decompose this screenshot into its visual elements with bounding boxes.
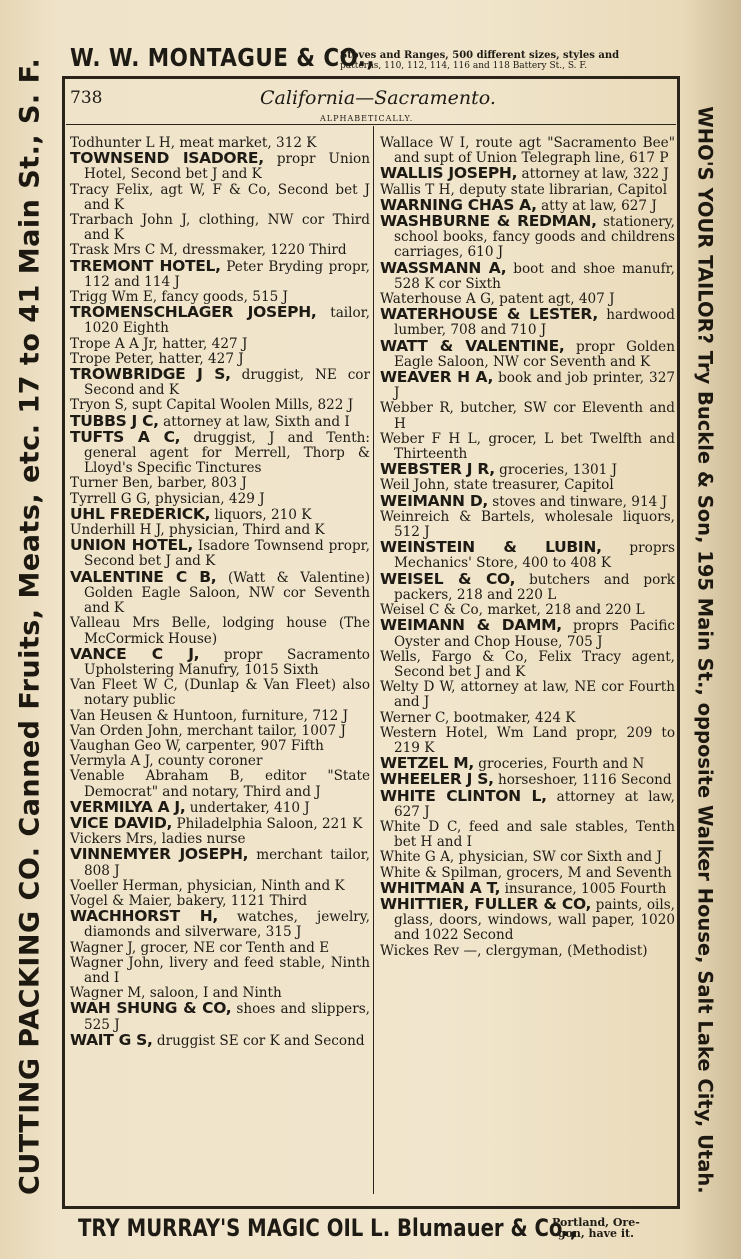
directory-entry bbox=[380, 432, 675, 462]
entry-name: Tyrrell G G, bbox=[70, 490, 151, 507]
entry-details: lodging house (The McCormick House) bbox=[84, 615, 370, 647]
entry-details: (Watt & Valentine) Golden Eagle Saloon, NW cor Seventh and K bbox=[84, 569, 371, 617]
directory-entry bbox=[380, 540, 675, 571]
directory-entry bbox=[70, 678, 370, 708]
directory-entry bbox=[380, 820, 675, 850]
entry-details: fancy goods, 515 J bbox=[157, 289, 289, 306]
directory-entry bbox=[380, 726, 675, 756]
entry-name: Voeller Herman, bbox=[70, 877, 183, 894]
directory-entry bbox=[380, 462, 675, 478]
directory-entry bbox=[380, 166, 675, 182]
entry-name: Wagner M, bbox=[70, 985, 146, 1002]
entry-details: atty at law, 627 J bbox=[536, 197, 657, 214]
entry-details: grocer, L bet Twelfth and Thirteenth bbox=[394, 430, 675, 463]
directory-entry bbox=[380, 850, 675, 865]
entry-name: Wagner J, bbox=[70, 939, 137, 956]
entry-details: shoes and slippers, 525 J bbox=[84, 1001, 370, 1033]
entry-name: TROWBRIDGE J S, bbox=[70, 365, 231, 384]
entry-details: druggist SE cor K and Second bbox=[152, 1032, 365, 1049]
directory-entry bbox=[380, 711, 675, 726]
entry-details: groceries, Fourth and N bbox=[473, 756, 645, 773]
entry-details: county coroner bbox=[153, 753, 263, 770]
entry-name: WHITE CLINTON L, bbox=[380, 786, 547, 805]
entry-details: book and job printer, 327 J bbox=[394, 370, 675, 402]
entry-details: patent agt, 407 J bbox=[494, 291, 615, 308]
entry-name: Trigg Wm E, bbox=[70, 289, 158, 306]
entry-details: Peter Bryding propr, 112 and 114 J bbox=[84, 258, 371, 290]
directory-entry bbox=[380, 136, 675, 166]
entry-name: Welty D W, bbox=[380, 679, 456, 696]
top-advertisement bbox=[70, 32, 680, 72]
directory-entry bbox=[70, 909, 370, 940]
entry-details: horseshoer, 1116 Second bbox=[493, 772, 672, 789]
entry-name: WASHBURNE & REDMAN, bbox=[380, 212, 597, 231]
entry-name: VALENTINE C B, bbox=[70, 567, 217, 586]
entry-name: White & Spilman, bbox=[380, 864, 503, 881]
entry-name: VINNEMYER JOSEPH, bbox=[70, 845, 249, 864]
directory-entry bbox=[70, 256, 371, 290]
entry-name: WAH SHUNG & CO, bbox=[70, 999, 232, 1018]
directory-entry bbox=[70, 739, 370, 754]
directory-entry bbox=[380, 491, 675, 510]
entry-details: Wm Land propr, 209 to 219 K bbox=[394, 724, 675, 756]
entry-name: TREMONT HOTEL, bbox=[70, 256, 221, 275]
directory-entry bbox=[70, 538, 370, 569]
entry-name: WATT & VALENTINE, bbox=[380, 336, 565, 355]
top-ad-brand: W. W. MONTAGUE & CO., bbox=[70, 43, 375, 72]
entry-details: barber, 803 J bbox=[153, 475, 247, 492]
directory-entry bbox=[380, 680, 675, 710]
entry-name: TUBBS J C, bbox=[70, 411, 159, 430]
entry-details: physician, Third and K bbox=[164, 522, 325, 539]
entry-name: Van Heusen & Huntoon, bbox=[70, 707, 238, 724]
entry-name: Tryon S, bbox=[70, 397, 128, 414]
entry-details: butcher, SW cor Eleventh and H bbox=[394, 400, 675, 432]
entry-details: attorney at law, 627 J bbox=[394, 788, 675, 820]
directory-entry bbox=[70, 847, 370, 878]
entry-details: furniture, 712 J bbox=[237, 707, 349, 724]
entry-name: Underhill H J, bbox=[70, 522, 165, 539]
entry-details: attorney at law, NE cor Fourth and J bbox=[394, 679, 675, 711]
entry-details: deputy state librarian, Capitol bbox=[454, 181, 668, 198]
directory-entry bbox=[380, 944, 675, 959]
directory-entry bbox=[380, 786, 675, 820]
entry-details: saloon, I and Ninth bbox=[145, 985, 282, 1002]
entry-details: merchant tailor, 808 J bbox=[84, 847, 370, 879]
entry-name: WACHHORST H, bbox=[70, 907, 218, 926]
left-margin-ad-text: CUTTING PACKING CO. Canned Fruits, Meats, etc. 17 to 41 Main St., S. F. bbox=[14, 57, 46, 1195]
entry-name: Waterhouse A G, bbox=[380, 291, 495, 308]
entry-details: propr Golden Eagle Saloon, NW cor Seventh and K bbox=[394, 338, 675, 370]
entry-name: Wells, Fargo & Co, bbox=[380, 648, 528, 665]
entry-name: WATERHOUSE & LESTER, bbox=[380, 305, 598, 324]
entry-details: proprs Pacific Oyster and Chop House, 705 J bbox=[394, 618, 675, 650]
directory-entry bbox=[70, 644, 370, 678]
entry-name: Wallace W I, bbox=[380, 135, 470, 151]
bottom-advertisement bbox=[78, 1208, 678, 1248]
directory-entry bbox=[380, 370, 675, 401]
right-margin-ad-text: WHO'S YOUR TAILOR? Try Buckle & Son, 195 Main St., opposite Walker House, Salt Lake City, Utah. bbox=[693, 106, 717, 1194]
entry-name: WEINSTEIN & LUBIN, bbox=[380, 538, 602, 557]
entry-details: attorney at law, Sixth and I bbox=[158, 413, 350, 430]
entry-name: TROMENSCHLAGER JOSEPH, bbox=[70, 303, 317, 322]
entry-details: market, 218 and 220 L bbox=[483, 602, 645, 619]
entry-name: WEBSTER J R, bbox=[380, 460, 495, 479]
entry-name: VERMILYA A J, bbox=[70, 797, 186, 816]
directory-entry bbox=[380, 618, 675, 649]
bottom-ad-tag-line-1: Portland, Ore- bbox=[552, 1216, 640, 1229]
entry-name: Western Hotel, bbox=[380, 724, 488, 741]
entry-name: WHITMAN A T, bbox=[380, 878, 501, 897]
entry-name: Vaughan Geo W, bbox=[70, 737, 182, 754]
directory-entry bbox=[70, 567, 371, 617]
entry-details: grocers, M and Seventh bbox=[502, 864, 672, 881]
entry-details: agt W, F & Co, Second bet J and K bbox=[84, 181, 371, 213]
entry-details: hatter, 427 J bbox=[154, 350, 244, 367]
directory-entry bbox=[70, 367, 370, 398]
entry-details: ladies nurse bbox=[157, 831, 246, 848]
directory-entry bbox=[380, 894, 675, 944]
entry-details: stoves and tinware, 914 J bbox=[487, 493, 668, 510]
directory-entry bbox=[380, 650, 675, 680]
entry-details: grocer, NE cor Tenth and E bbox=[136, 939, 330, 956]
directory-entry bbox=[380, 569, 676, 603]
entry-details: watches, jewelry, diamonds and silverware, 315 J bbox=[84, 909, 370, 941]
entry-details: physician, 429 J bbox=[150, 490, 265, 507]
entry-name: VICE DAVID, bbox=[70, 813, 173, 832]
entry-name: TUFTS A C, bbox=[70, 427, 181, 446]
entry-name: Venable Abraham B, bbox=[70, 768, 244, 785]
entry-details: livery and feed stable, Ninth and I bbox=[84, 954, 370, 986]
entry-name: WARNING CHAS A, bbox=[380, 195, 537, 214]
entry-details: druggist, NE cor Second and K bbox=[84, 367, 370, 399]
right-column bbox=[380, 136, 675, 959]
left-column bbox=[70, 136, 370, 1049]
entry-name: Werner C, bbox=[380, 709, 450, 726]
entry-details: route agt "Sacramento Bee" and supt of Union Telegraph line, 617 P bbox=[394, 135, 675, 167]
entry-name: WEAVER H A, bbox=[380, 368, 494, 387]
directory-entry bbox=[70, 616, 370, 646]
entry-details: hardwood lumber, 708 and 710 J bbox=[394, 307, 675, 339]
entry-name: UHL FREDERICK, bbox=[70, 504, 211, 523]
entry-details: (Dunlap & Van Fleet) also notary public bbox=[84, 677, 371, 709]
entry-details: groceries, 1301 J bbox=[494, 462, 618, 479]
entry-name: WEIMANN D, bbox=[380, 491, 488, 510]
directory-entry bbox=[70, 427, 370, 477]
entry-details: bakery, 1121 Third bbox=[172, 892, 308, 909]
entry-name: Tracy Felix, bbox=[70, 181, 154, 198]
entry-details: propr Sacramento Upholstering Manufry, 1015 Sixth bbox=[84, 646, 370, 678]
directory-entry bbox=[70, 1001, 370, 1032]
bottom-ad-main: TRY MURRAY'S MAGIC OIL L. Blumauer & Co., bbox=[78, 1214, 578, 1242]
entry-name: Weber F H L, bbox=[380, 430, 481, 447]
entry-name: Weil John, bbox=[380, 477, 450, 494]
page-number: 738 bbox=[70, 88, 103, 108]
entry-details: undertaker, 410 J bbox=[185, 799, 310, 816]
entry-details: editor "State Democrat" and notary, Third and J bbox=[84, 768, 370, 800]
entry-details: clothing, NW cor Third and K bbox=[84, 212, 370, 244]
entry-name: Wagner John, bbox=[70, 954, 164, 971]
entry-details: physician, Ninth and K bbox=[182, 877, 345, 894]
entry-details: druggist, J and Tenth: general agent for Merrell, Thorp & Lloyd's Specific Tinctures bbox=[84, 429, 370, 477]
directory-entry bbox=[380, 214, 675, 261]
page-subtitle: ALPHABETICALLY. bbox=[320, 114, 414, 123]
entry-details: merchant tailor, 1007 J bbox=[182, 722, 346, 739]
directory-entry bbox=[70, 213, 370, 243]
entry-details: dressmaker, 1220 Third bbox=[177, 242, 347, 259]
directory-entry bbox=[70, 504, 370, 523]
page-header bbox=[70, 86, 675, 123]
entry-name: White G A, bbox=[380, 849, 455, 866]
entry-name: Trope A A Jr, bbox=[70, 335, 158, 352]
entry-details: stationery, school books, fancy goods and childrens carriages, 610 J bbox=[394, 214, 675, 261]
entry-name: Van Orden John, bbox=[70, 722, 183, 739]
directory-entry bbox=[70, 724, 370, 739]
entry-details: clergyman, (Methodist) bbox=[481, 942, 648, 959]
entry-name: Trarbach John J, bbox=[70, 212, 191, 229]
entry-name: White D C, bbox=[380, 818, 462, 835]
directory-entry bbox=[70, 941, 370, 956]
entry-details: butchers and pork packers, 218 and 220 L bbox=[394, 571, 676, 603]
header-rule bbox=[66, 124, 676, 125]
entry-name: Wickes Rev —, bbox=[380, 942, 482, 959]
entry-details: paints, oils, glass, doors, windows, wall paper, 1020 and 1022 Second bbox=[394, 896, 675, 944]
directory-entry bbox=[380, 336, 675, 370]
directory-entry bbox=[380, 401, 675, 431]
entry-name: WHITTIER, FULLER & CO, bbox=[380, 894, 592, 913]
directory-entry bbox=[70, 754, 370, 769]
entry-details: wholesale liquors, 512 J bbox=[394, 508, 675, 541]
entry-details: Isadore Townsend propr, Second bet J and K bbox=[84, 538, 370, 570]
directory-entry bbox=[70, 1030, 370, 1049]
entry-name: Weisel C & Co, bbox=[380, 602, 483, 619]
entry-name: TOWNSEND ISADORE, bbox=[70, 149, 264, 168]
entry-details: proprs Mechanics' Store, 400 to 408 K bbox=[394, 540, 675, 572]
entry-details: physician, SW cor Sixth and J bbox=[454, 849, 662, 866]
top-ad-line-2: patterns, 110, 112, 114, 116 and 118 Battery St., S. F. bbox=[340, 61, 588, 71]
directory-entry bbox=[70, 709, 370, 724]
entry-details: carpenter, 907 Fifth bbox=[181, 737, 324, 754]
directory-entry bbox=[70, 769, 370, 799]
entry-details: liquors, 210 K bbox=[210, 506, 312, 523]
entry-name: UNION HOTEL, bbox=[70, 536, 193, 555]
entry-details: propr Union Hotel, Second bet J and K bbox=[84, 151, 370, 183]
entry-name: WAIT G S, bbox=[70, 1030, 153, 1049]
top-ad-details bbox=[340, 50, 619, 72]
entry-name: WHEELER J S, bbox=[380, 770, 494, 789]
entry-name: Van Fleet W C, bbox=[70, 677, 178, 694]
entry-details: insurance, 1005 Fourth bbox=[500, 880, 667, 897]
top-ad-line-1: Stoves and Ranges, 500 different sizes, styles and bbox=[340, 50, 620, 61]
entry-details: state treasurer, Capitol bbox=[449, 477, 614, 494]
left-margin-advertisement bbox=[2, 57, 58, 1210]
entry-details: feed and sale stables, Tenth bet H and I bbox=[394, 818, 675, 851]
directory-entry bbox=[70, 183, 370, 213]
directory-entry bbox=[380, 307, 675, 338]
bottom-ad-tag-line-2: gon, have it. bbox=[557, 1227, 634, 1240]
entry-details: tailor, 1020 Eighth bbox=[84, 305, 371, 337]
directory-entry bbox=[380, 510, 675, 540]
directory-entry bbox=[70, 337, 370, 352]
entry-name: Webber R, bbox=[380, 400, 454, 417]
directory-entry bbox=[70, 305, 370, 336]
entry-name: Wallis T H, bbox=[380, 181, 455, 198]
entry-details: supt Capital Woolen Mills, 822 J bbox=[127, 397, 354, 414]
right-margin-advertisement bbox=[684, 80, 726, 1220]
entry-details: boot and shoe manufr, 528 K cor Sixth bbox=[394, 260, 675, 292]
directory-entry bbox=[70, 879, 370, 894]
entry-name: Vogel & Maier, bbox=[70, 892, 173, 909]
column-divider bbox=[373, 126, 374, 1194]
entry-name: Vickers Mrs, bbox=[70, 831, 158, 848]
directory-entry bbox=[380, 258, 675, 292]
entry-name: WEISEL & CO, bbox=[380, 569, 516, 588]
entry-name: Trask Mrs C M, bbox=[70, 242, 178, 259]
directory-entry bbox=[70, 956, 370, 986]
directory-entry bbox=[70, 151, 370, 182]
directory-entry bbox=[70, 813, 370, 832]
entry-details: hatter, 427 J bbox=[157, 335, 248, 352]
entry-name: WETZEL M, bbox=[380, 754, 474, 773]
entry-name: WASSMANN A, bbox=[380, 258, 507, 277]
entry-name: Weinreich & Bartels, bbox=[380, 508, 535, 525]
entry-name: VANCE C J, bbox=[70, 644, 200, 663]
entry-details: meat market, 312 K bbox=[175, 135, 317, 151]
entry-details: Philadelphia Saloon, 221 K bbox=[172, 815, 363, 832]
entry-details: bootmaker, 424 K bbox=[449, 709, 576, 726]
entry-name: Trope Peter, bbox=[70, 350, 155, 367]
entry-name: WALLIS JOSEPH, bbox=[380, 164, 518, 183]
entry-details: Felix Tracy agent, Second bet J and K bbox=[394, 648, 675, 680]
entry-name: Turner Ben, bbox=[70, 475, 154, 492]
entry-details: attorney at law, 322 J bbox=[517, 166, 669, 183]
entry-name: WEIMANN & DAMM, bbox=[380, 616, 562, 635]
entry-name: Vermyla A J, bbox=[70, 753, 154, 770]
entry-name: Valleau Mrs Belle, bbox=[70, 615, 211, 632]
page-title: California—Sacramento. bbox=[260, 87, 496, 109]
directory-entry bbox=[70, 476, 370, 491]
entry-name: Todhunter L H, bbox=[70, 135, 176, 151]
